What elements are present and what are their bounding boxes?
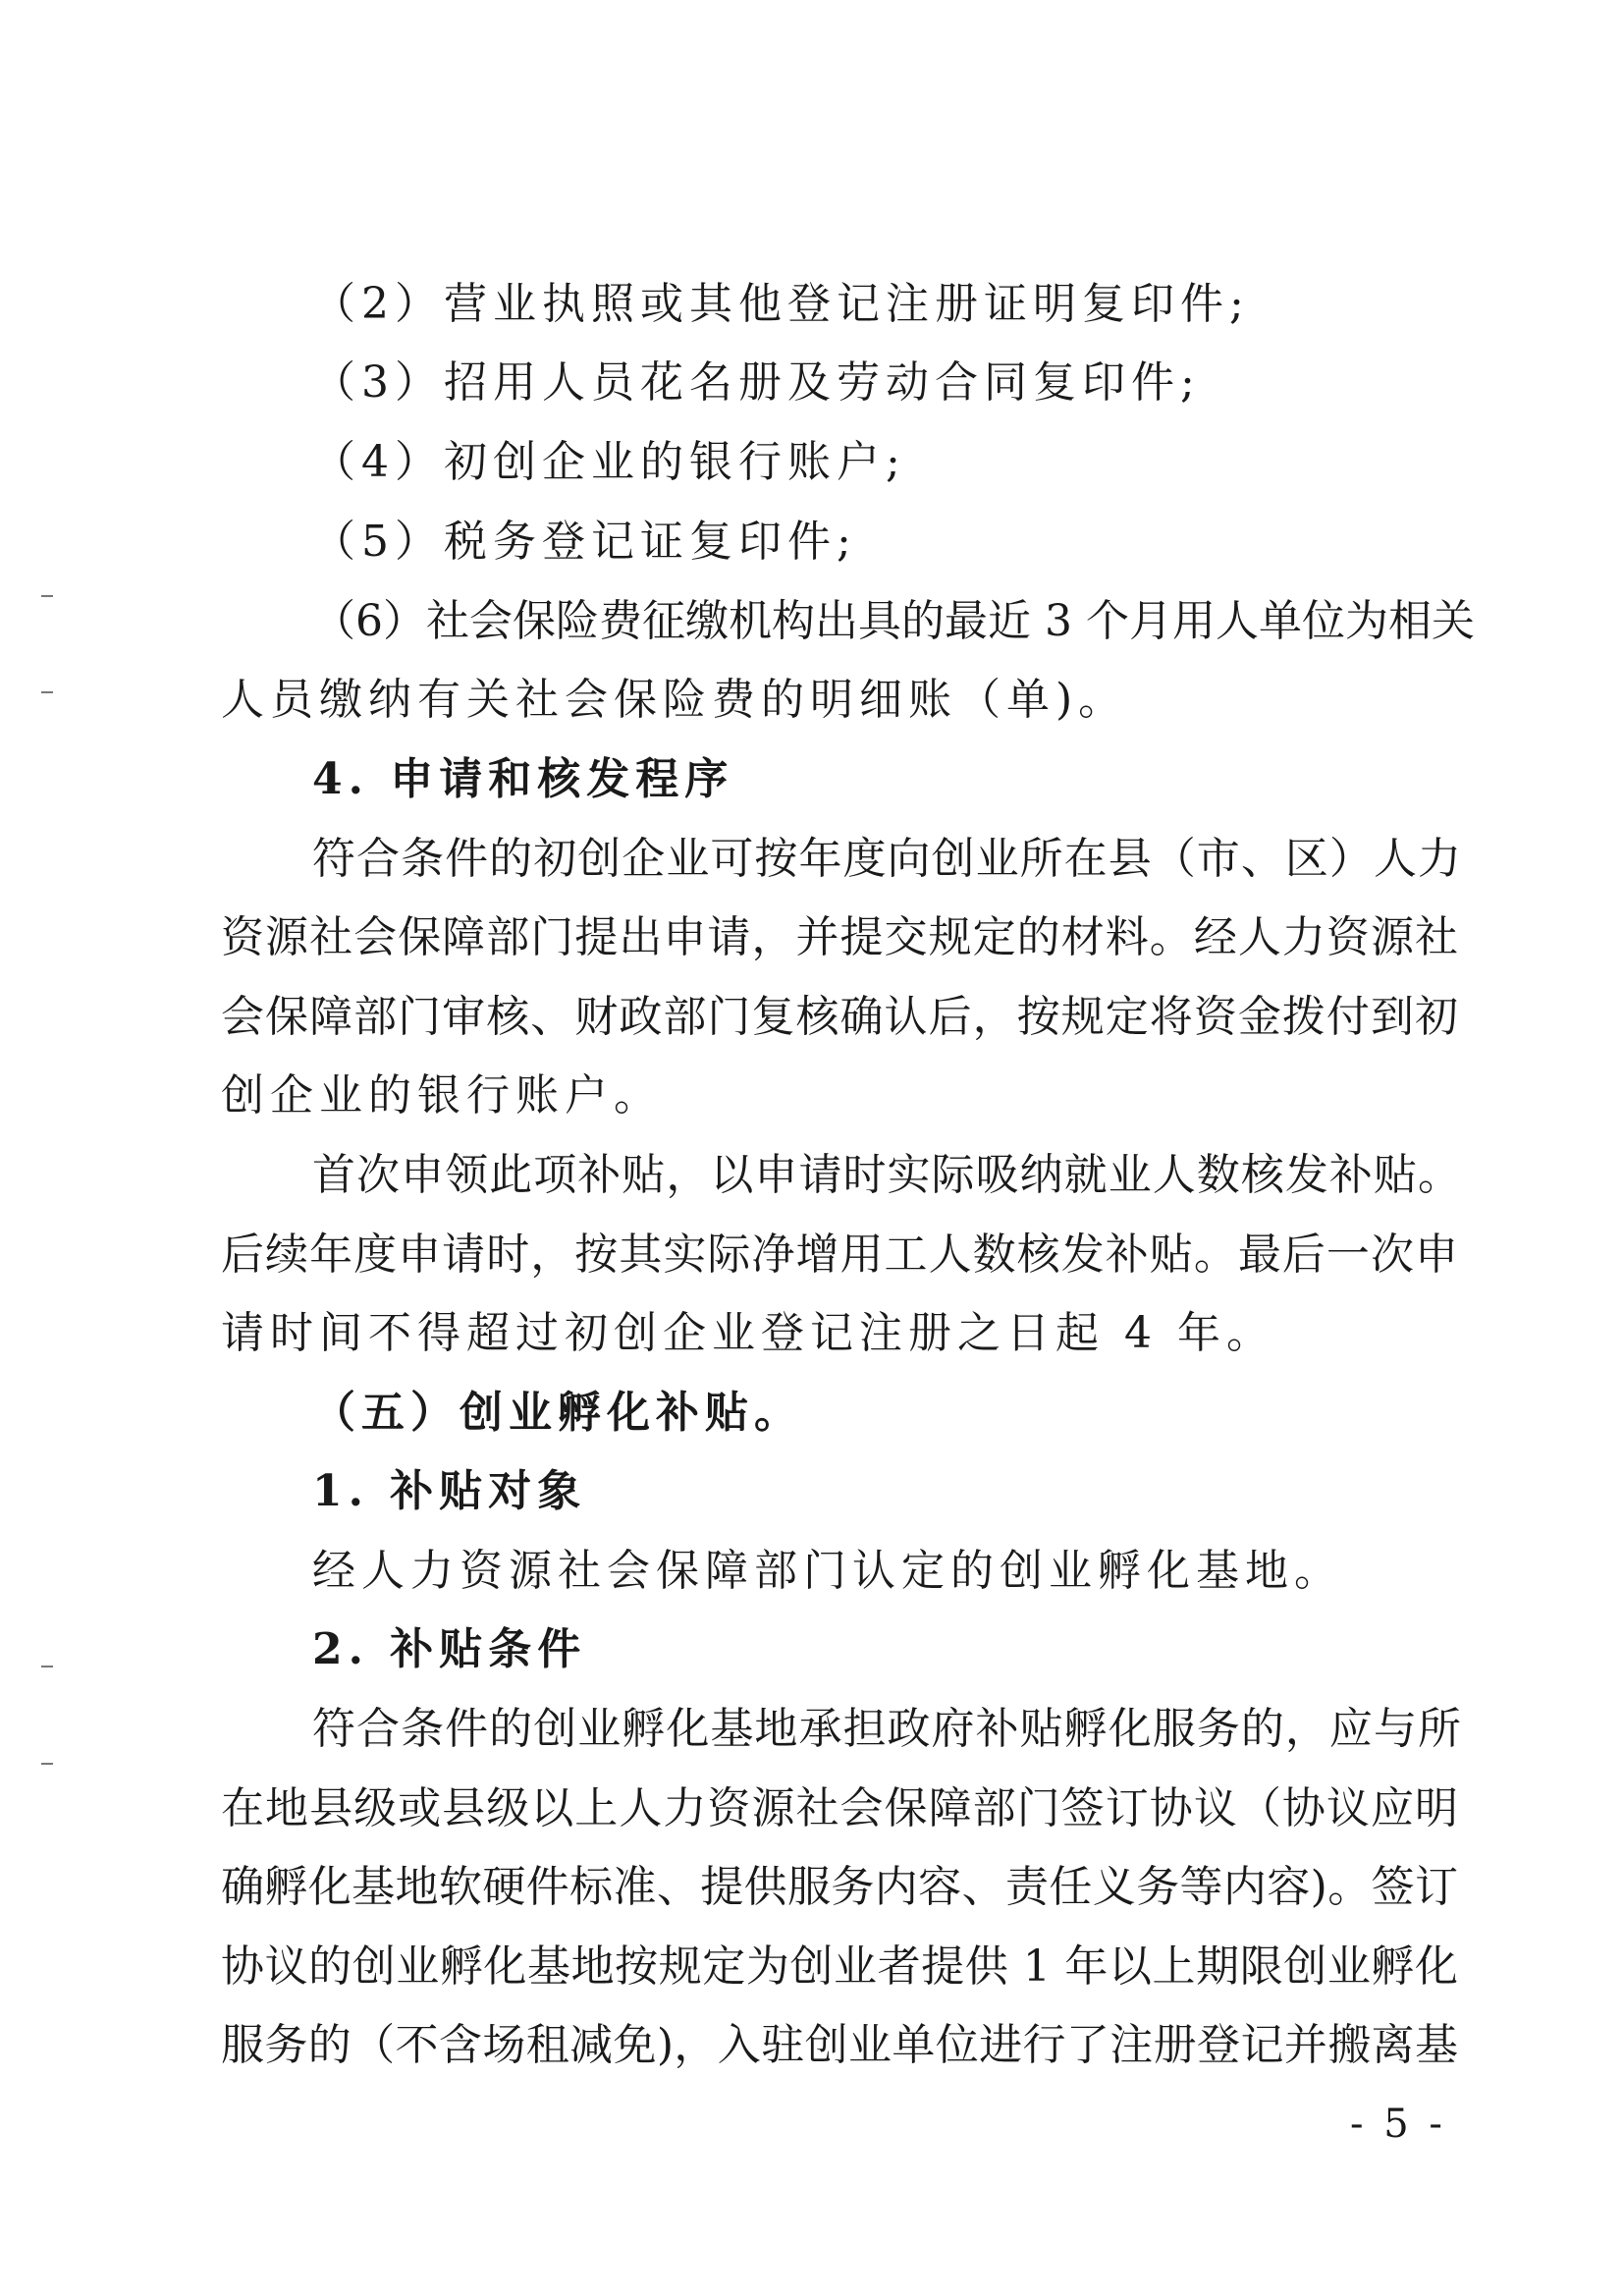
paragraph-line: 协议的创业孵化基地按规定为创业者提供 1 年以上期限创业孵化 [221, 1941, 1458, 1992]
paragraph-line: 服务的（不含场租减免)，入驻创业单位进行了注册登记并搬离基 [221, 2020, 1458, 2070]
list-item-6: （6）社会保险费征缴机构出具的最近 3 个月用人单位为相关 [312, 596, 1475, 646]
paragraph-line: 后续年度申请时，按其实际净增用工人数核发补贴。最后一次申 [221, 1230, 1458, 1280]
section-heading-incubation-subsidy: （五）创业孵化补贴。 [312, 1388, 803, 1438]
paragraph-line: 首次申领此项补贴，以申请时实际吸纳就业人数核发补贴。 [312, 1150, 1461, 1200]
list-item-2: （2）营业执照或其他登记注册证明复印件; [312, 279, 1250, 329]
paragraph-line: 确孵化基地软硬件标准、提供服务内容、责任义务等内容)。签订 [221, 1862, 1458, 1912]
paragraph-line: 创企业的银行账户。 [221, 1070, 663, 1121]
paragraph-line: 在地县级或县级以上人力资源社会保障部门签订协议（协议应明 [221, 1783, 1458, 1833]
list-item-4: （4）初创企业的银行账户; [312, 437, 906, 487]
subsection-heading-subsidy-target: 1. 补贴对象 [312, 1466, 587, 1516]
margin-mark [41, 1666, 53, 1667]
paragraph-line: 经人力资源社会保障部门认定的创业孵化基地。 [312, 1546, 1343, 1596]
section-heading-application-procedure: 4. 申请和核发程序 [312, 754, 734, 804]
list-item-5: （5）税务登记证复印件; [312, 517, 857, 567]
paragraph-line: 会保障部门审核、财政部门复核确认后，按规定将资金拨付到初 [221, 992, 1458, 1042]
paragraph-line: 请时间不得超过初创企业登记注册之日起 4 年。 [221, 1308, 1275, 1358]
list-item-3: （3）招用人员花名册及劳动合同复印件; [312, 357, 1201, 408]
page-number: - 5 - [1350, 2102, 1446, 2147]
list-item-6-continued: 人员缴纳有关社会保险费的明细账（单)。 [221, 675, 1128, 725]
margin-mark [41, 595, 53, 597]
margin-mark [41, 691, 53, 693]
paragraph-line: 资源社会保障部门提出申请，并提交规定的材料。经人力资源社 [221, 912, 1458, 962]
paragraph-line: 符合条件的初创企业可按年度向创业所在县（市、区）人力 [312, 834, 1461, 884]
paragraph-line: 符合条件的创业孵化基地承担政府补贴孵化服务的，应与所 [312, 1704, 1461, 1754]
subsection-heading-subsidy-conditions: 2. 补贴条件 [312, 1624, 587, 1674]
margin-mark [41, 1763, 53, 1765]
